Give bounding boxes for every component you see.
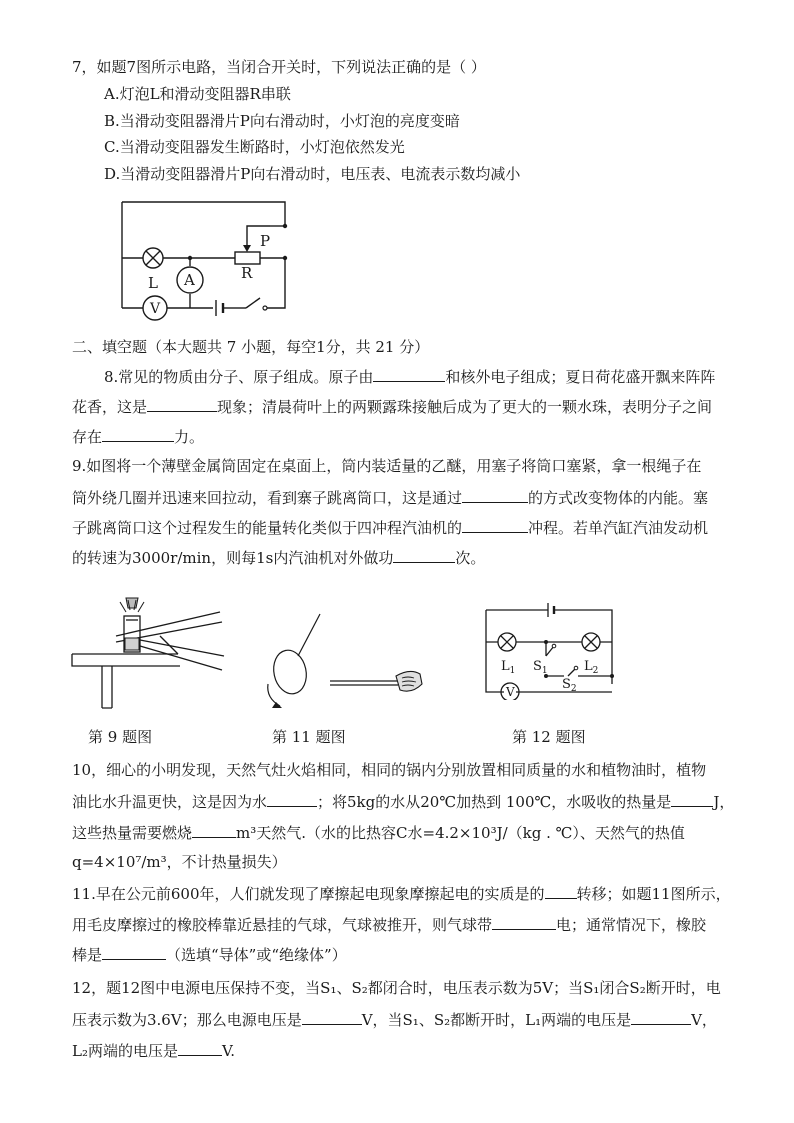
answer-blank[interactable] — [147, 396, 217, 412]
q10-text: ；将5kg的水从20℃加热到 100℃，水吸收的热量是 — [317, 793, 672, 811]
q7-option-b: B.当滑动变阻器滑片P向右滑动时，小灯泡的亮度变暗 — [104, 112, 460, 130]
q12-text: V，当S₁、S₂都断开时，L₁两端的电压是 — [361, 1011, 632, 1029]
q11-line-3 — [72, 944, 347, 965]
q11-text: 电；通常情况下，橡胶 — [556, 916, 707, 934]
caption-fig11: 第 11 题图 — [272, 728, 346, 746]
q8-text: 力。 — [174, 428, 205, 446]
q8-text: 存在 — [72, 428, 103, 446]
q12-circuit-diagram — [478, 596, 618, 700]
answer-blank[interactable] — [178, 1040, 222, 1056]
q7-option-c: C.当滑动变阻器发生断路时，小灯泡依然发光 — [104, 138, 405, 156]
q7-option-a: A.灯泡L和滑动变阻器R串联 — [104, 85, 291, 103]
answer-blank[interactable] — [545, 883, 577, 899]
junction-dot — [283, 256, 287, 260]
q9-text: 的方式改变物体的内能。塞 — [528, 489, 709, 507]
q9-line-1: 9.如图将一个薄壁金属筒固定在桌面上，筒内装适量的乙醚，用塞子将筒口塞紧，拿一根绳子在 — [72, 457, 702, 475]
q10-line-3 — [72, 822, 685, 843]
q9-line-4 — [72, 547, 485, 568]
answer-blank[interactable] — [102, 426, 174, 442]
q10-text: 这些热量需要燃烧 — [72, 824, 193, 842]
q11-figure — [262, 612, 432, 710]
q8-text: 现象；清晨荷叶上的两颗露珠接触后成为了更大的一颗水珠，表明分子之间 — [217, 398, 713, 416]
caption-fig12: 第 12 题图 — [512, 728, 586, 746]
q7-stem: 7，如题7图所示电路，当闭合开关时，下列说法正确的是（ ） — [72, 58, 486, 76]
caption-fig9: 第 9 题图 — [88, 728, 153, 746]
slider-arrow-icon — [243, 245, 251, 252]
q12-line-1: 12，题12图中电源电压保持不变，当S₁、S₂都闭合时，电压表示数为5V；当S₁闭合S₂断开时，电 — [72, 979, 721, 997]
q11-text: 棒是 — [72, 946, 103, 964]
q10-line-4: q=4×10⁷/m³，不计热量损失） — [72, 853, 287, 871]
q12-line-3 — [72, 1040, 235, 1061]
answer-blank[interactable] — [302, 1009, 362, 1025]
answer-blank[interactable] — [671, 791, 713, 807]
ammeter-label: A — [184, 271, 195, 289]
answer-blank[interactable] — [631, 1009, 691, 1025]
voltmeter-label: V — [150, 301, 161, 317]
q8-line-3 — [72, 426, 204, 447]
answer-blank[interactable] — [462, 487, 528, 503]
q12-text: V. — [221, 1042, 235, 1060]
q12-line-2 — [72, 1009, 717, 1030]
answer-blank[interactable] — [373, 366, 445, 382]
junction-dot — [544, 640, 548, 644]
q8-line-1 — [104, 366, 715, 387]
q9-text: 筒外绕几圈并迅速来回拉动，看到寨子跳离筒口，这是通过 — [72, 489, 463, 507]
q9-text: 次。 — [455, 549, 486, 567]
answer-blank[interactable] — [267, 791, 317, 807]
q8-text: 8.常见的物质由分子、原子组成。原子由 — [104, 368, 374, 386]
q10-text: m³天然气.（水的比热容C水=4.2×10³J/（kg . ℃）、天然气的热值 — [236, 824, 685, 842]
q8-text: 和核外电子组成；夏日荷花盛开飘来阵阵 — [445, 368, 716, 386]
slider-label: P — [260, 232, 271, 250]
rheostat-label: R — [241, 264, 253, 282]
q11-text: （选填“导体”或“绝缘体”） — [166, 946, 347, 964]
q9-line-2 — [72, 487, 708, 508]
ether-liquid — [125, 638, 139, 650]
junction-dot — [283, 224, 287, 228]
q9-figure — [70, 596, 230, 712]
q9-text: 冲程。若单汽缸汽油发动机 — [528, 519, 709, 537]
q12-text: 压表示数为3.6V；那么电源电压是 — [72, 1011, 302, 1029]
q9-line-3 — [72, 517, 708, 538]
swing-arrow-icon — [272, 702, 282, 708]
q10-text: 油比水升温更快，这是因为水 — [72, 793, 268, 811]
q9-text: 子跳离筒口这个过程发生的能量转化类似于四冲程汽油机的 — [72, 519, 463, 537]
switch-contact — [263, 306, 267, 310]
q9-text: 的转速为3000r/min，则每1s内汽油机对外做功 — [72, 549, 394, 567]
L2-label: $L_2$ — [584, 659, 599, 676]
switch-contact — [552, 644, 556, 648]
switch-contact — [574, 666, 578, 670]
answer-blank[interactable] — [492, 914, 556, 930]
q12-text: L₂两端的电压是 — [72, 1042, 178, 1060]
q7-circuit-diagram — [110, 196, 300, 326]
stopper — [126, 598, 138, 608]
answer-blank[interactable] — [192, 822, 236, 838]
S1-label: $S_1$ — [533, 659, 548, 676]
L1-label: $L_1$ — [501, 659, 516, 676]
lamp-label: L — [148, 274, 158, 292]
q8-text: 花香，这是 — [72, 398, 148, 416]
q11-text: 用毛皮摩擦过的橡胶棒靠近悬挂的气球，气球被推开，则气球带 — [72, 916, 493, 934]
answer-blank[interactable] — [462, 517, 528, 533]
answer-blank[interactable] — [393, 547, 455, 563]
junction-dot — [610, 674, 614, 678]
q10-line-1: 10，细心的小明发现，天然气灶火焰相同，相同的锅内分别放置相同质量的水和植物油时，植物 — [72, 761, 707, 779]
answer-blank[interactable] — [102, 944, 166, 960]
q11-line-2 — [72, 914, 706, 935]
junction-dot — [188, 256, 192, 260]
q7-option-d: D.当滑动变阻器滑片P向右滑动时，电压表、电流表示数均减小 — [104, 165, 521, 183]
q10-line-2 — [72, 791, 734, 812]
q10-text: J， — [713, 793, 735, 811]
q11-text: 转移；如题11图所示， — [576, 885, 731, 903]
q8-line-2 — [72, 396, 712, 417]
q12-text: V， — [691, 1011, 717, 1029]
q11-line-1 — [72, 883, 731, 904]
voltmeter-label: V — [506, 685, 515, 699]
q11-text: 11.早在公元前600年，人们就发现了摩擦起电现象摩擦起电的实质是的 — [72, 885, 545, 903]
section-title: 二、填空题（本大题共 7 小题，每空1分，共 21 分） — [72, 338, 430, 356]
S2-label: $S_2$ — [562, 677, 577, 694]
